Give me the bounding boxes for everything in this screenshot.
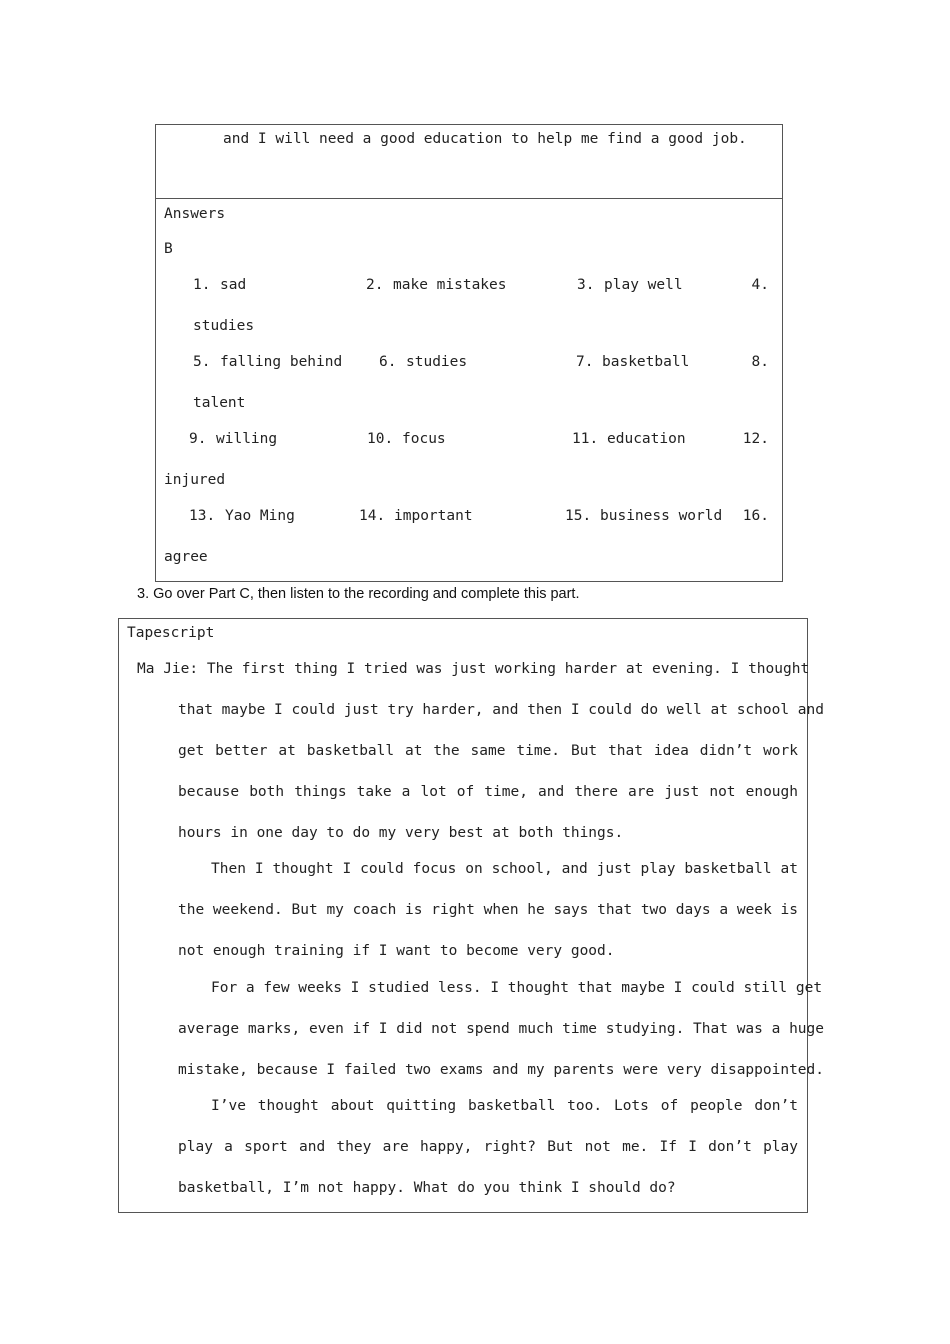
tapescript-line: average marks, even if I did not spend much time studying. That was a huge xyxy=(178,1021,825,1037)
answer-num-8: 8. xyxy=(751,354,769,370)
answer-text-12: injured xyxy=(164,472,226,488)
answer-text-13: Yao Ming xyxy=(225,508,295,524)
answer-num-13: 13. xyxy=(189,508,216,524)
answer-num-10: 10. xyxy=(367,431,394,447)
answer-num-14: 14. xyxy=(359,508,386,524)
answer-text-5: falling behind xyxy=(220,354,343,370)
tapescript-line: that maybe I could just try harder, and then I could do well at school and xyxy=(178,702,825,718)
answer-text-6: studies xyxy=(406,354,468,370)
answer-num-7: 7. xyxy=(576,354,594,370)
tapescript-line: mistake, because I failed two exams and my parents were very disappointed. xyxy=(178,1062,825,1078)
answer-text-8: talent xyxy=(193,395,246,411)
answer-text-3: play well xyxy=(604,277,683,293)
tapescript-line: play a sport and they are happy, right? But not me. If I don’t play xyxy=(178,1139,798,1155)
answer-num-3: 3. xyxy=(577,277,595,293)
answer-text-11: education xyxy=(607,431,686,447)
answer-num-11: 11. xyxy=(572,431,599,447)
tapescript-line: get better at basketball at the same time. But that idea didn’t work xyxy=(178,743,798,759)
answer-num-2: 2. xyxy=(366,277,384,293)
answer-num-16: 16. xyxy=(742,508,769,524)
tapescript-line: not enough training if I want to become very good. xyxy=(178,943,615,959)
tapescript-line: I’ve thought about quitting basketball too. Lots of people don’t xyxy=(211,1098,798,1114)
tapescript-line: the weekend. But my coach is right when he says that two days a week is xyxy=(178,902,798,918)
answer-text-14: important xyxy=(394,508,473,524)
tapescript-line: hours in one day to do my very best at both things. xyxy=(178,825,624,841)
answer-text-1: sad xyxy=(220,277,247,293)
answer-num-6: 6. xyxy=(379,354,397,370)
answer-num-4: 4. xyxy=(751,277,769,293)
answers-heading: Answers xyxy=(164,206,226,222)
answer-text-9: willing xyxy=(216,431,278,447)
answer-text-2: make mistakes xyxy=(393,277,507,293)
answer-num-1: 1. xyxy=(193,277,211,293)
instruction-text: 3. Go over Part C, then listen to the recording and complete this part. xyxy=(137,586,580,602)
tapescript-line: For a few weeks I studied less. I thought that maybe I could still get xyxy=(211,980,823,996)
tapescript-line: Ma Jie: The first thing I tried was just working harder at evening. I thought xyxy=(137,661,810,677)
tapescript-line: Then I thought I could focus on school, and just play basketball at xyxy=(211,861,798,877)
answer-num-12: 12. xyxy=(742,431,769,447)
answers-section-label: B xyxy=(164,241,173,257)
answer-text-15: business world xyxy=(600,508,723,524)
answer-num-15: 15. xyxy=(565,508,592,524)
tapescript-line: basketball, I’m not happy. What do you think I should do? xyxy=(178,1180,676,1196)
answer-text-4: studies xyxy=(193,318,255,334)
answer-text-10: focus xyxy=(402,431,446,447)
answer-num-9: 9. xyxy=(189,431,207,447)
answer-text-16: agree xyxy=(164,549,208,565)
answer-text-7: basketball xyxy=(602,354,690,370)
table-divider xyxy=(155,198,783,199)
tapescript-heading: Tapescript xyxy=(127,625,215,641)
answer-num-5: 5. xyxy=(193,354,211,370)
tapescript-line: because both things take a lot of time, and there are just not enough xyxy=(178,784,798,800)
continuation-line: and I will need a good education to help me find a good job. xyxy=(223,131,747,147)
